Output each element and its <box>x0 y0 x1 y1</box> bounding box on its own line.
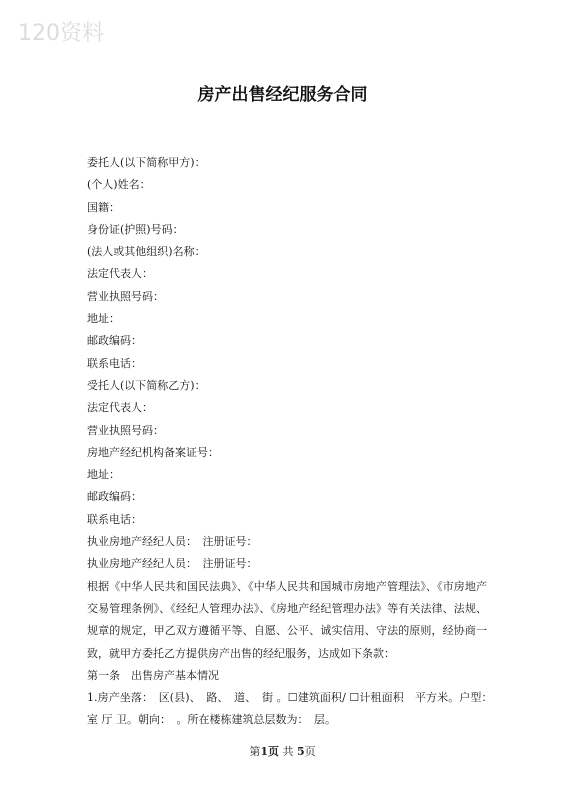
footer-total-unit: 页 <box>304 745 316 758</box>
footer-total-pages: 5 <box>297 745 305 758</box>
field-line: 委托人(以下简称甲方)： <box>87 156 206 169</box>
footer-prefix: 第 <box>249 745 261 758</box>
footer-page-number: 1 <box>260 745 268 758</box>
field-line: 营业执照号码： <box>87 423 164 437</box>
field-line: 执业房地产经纪人员： 注册证号： <box>87 557 258 571</box>
field-line: (法人或其他组织)名称： <box>87 245 206 259</box>
watermark-logo: 120资料 <box>18 21 104 46</box>
field-line: 受托人(以下简称乙方)： <box>87 378 206 392</box>
field-line: 法定代表人： <box>87 267 153 281</box>
field-line: 地址： <box>87 312 120 326</box>
footer-page-unit: 页 <box>268 745 279 758</box>
field-line: 地址： <box>87 468 120 482</box>
preamble-paragraph: 根据《中华人民共和国民法典》、《中华人民共和国城市房地产管理法》、《市房地产交易管理条例》、《经纪人管理办法》、《房地产经纪管理办法》等有关法律、法规、规章的规定，甲乙双方遵循平等、自愿、公平、诚实信用、守法的原则，经协商一致，就甲方委托乙方提供房产出售的经纪服务，达成如下条款： <box>87 579 487 660</box>
document-body <box>87 152 498 732</box>
footer-mid: 共 <box>282 745 294 758</box>
field-line: 法定代表人： <box>87 401 153 415</box>
field-line: 联系电话： <box>87 356 142 370</box>
document-title: 房产出售经纪服务合同 <box>197 85 368 105</box>
article-heading: 第一条 出售房产基本情况 <box>87 668 219 682</box>
field-line: (个人)姓名： <box>87 178 151 192</box>
article-item: 1.房产坐落： 区(县)、 路、 道、 街 。☐建筑面积/ ☐计租面积 平方米。户型： 室 厅 卫。朝向： 。所在楼栋建筑总层数为： 层。 <box>87 691 498 727</box>
field-line: 执业房地产经纪人员： 注册证号： <box>87 535 258 549</box>
field-line: 身份证(护照)号码： <box>87 222 184 236</box>
field-line: 房地产经纪机构备案证号： <box>87 445 219 459</box>
field-line: 国籍： <box>87 200 120 214</box>
field-line: 邮政编码： <box>87 334 142 348</box>
field-line: 邮政编码： <box>87 490 142 504</box>
page-footer <box>0 743 565 759</box>
field-line: 营业执照号码： <box>87 289 164 303</box>
field-line: 联系电话： <box>87 512 142 526</box>
